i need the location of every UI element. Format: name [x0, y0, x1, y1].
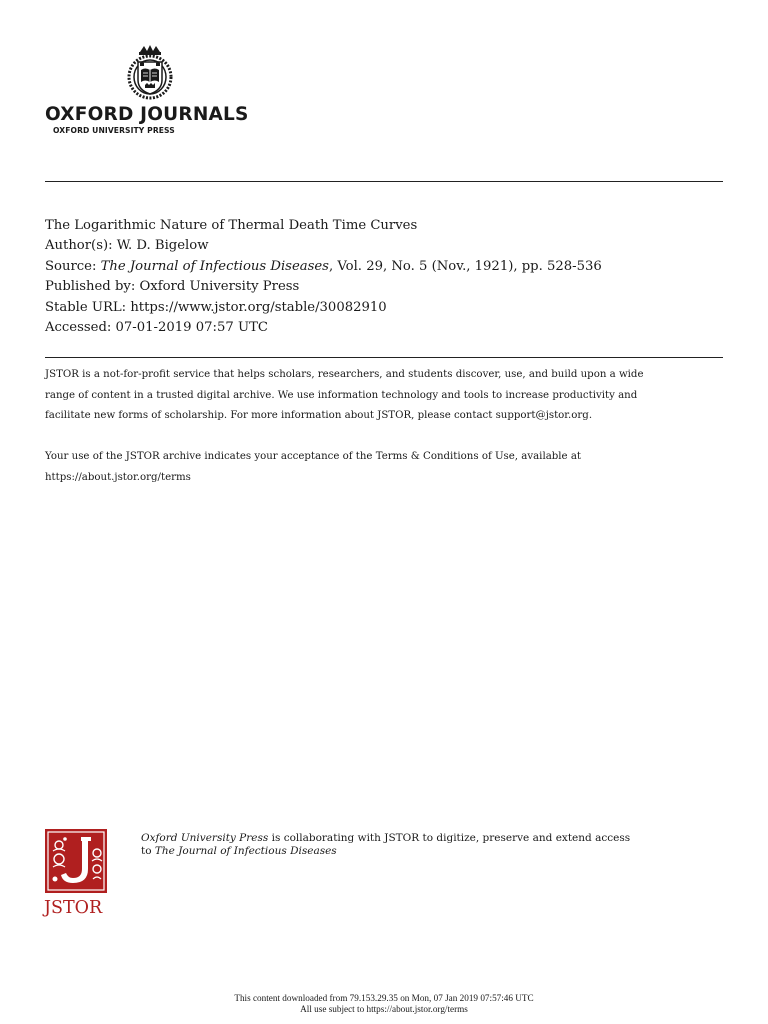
- terms-line: Your use of the JSTOR archive indicates your acceptance of the Terms & Conditions of Use, available at: [45, 451, 581, 462]
- collaboration-statement: [141, 832, 741, 858]
- terms-notice: [45, 447, 725, 488]
- article-metadata: [45, 216, 602, 338]
- jstor-logo-icon: [45, 829, 107, 893]
- collaboration-line: [141, 845, 741, 858]
- divider-middle: [45, 357, 723, 358]
- source-journal[interactable]: The Journal of Infectious Diseases: [100, 258, 329, 274]
- stable-url-label: Stable URL:: [45, 299, 127, 315]
- author-name: W. D. Bigelow: [116, 238, 209, 254]
- publisher-logo-title: OXFORD JOURNALS: [45, 104, 249, 125]
- author-label: Author(s):: [45, 238, 113, 254]
- article-title: The Logarithmic Nature of Thermal Death Time Curves: [45, 218, 418, 233]
- terms-link[interactable]: https://about.jstor.org/terms: [45, 471, 191, 483]
- publisher-logo-subtitle: OXFORD UNIVERSITY PRESS: [53, 126, 175, 135]
- oxford-crest-icon: [126, 44, 174, 100]
- publisher-line: [45, 277, 602, 297]
- source-label: Source:: [45, 258, 97, 274]
- publisher-name: Oxford University Press: [139, 279, 300, 295]
- collaboration-journal[interactable]: The Journal of Infectious Diseases: [154, 845, 337, 858]
- accessed-label: Accessed:: [45, 320, 112, 336]
- download-footer: [0, 993, 768, 1015]
- source-line: [45, 257, 602, 277]
- collaboration-publisher: Oxford University Press: [141, 832, 269, 844]
- stable-url-line: [45, 298, 602, 318]
- publisher-label: Published by:: [45, 279, 136, 295]
- source-details: , Vol. 29, No. 5 (Nov., 1921), pp. 528-536: [328, 258, 602, 274]
- author-line: [45, 236, 602, 256]
- notice-line: JSTOR is a not-for-profit service that helps scholars, researchers, and students discover, use, and build upon a wide: [45, 369, 644, 380]
- collaboration-to: to: [141, 845, 155, 858]
- accessed-date: 07-01-2019 07:57 UTC: [115, 320, 268, 336]
- footer-line-download: This content downloaded from 79.153.29.35 on Mon, 07 Jan 2019 07:57:46 UTC: [234, 993, 534, 1003]
- footer-line-terms: All use subject to https://about.jstor.org/terms: [300, 1004, 468, 1014]
- accessed-line: [45, 318, 602, 338]
- stable-url-link[interactable]: https://www.jstor.org/stable/30082910: [130, 299, 387, 315]
- collaboration-line: [141, 832, 741, 845]
- notice-line: facilitate new forms of scholarship. For more information about JSTOR, please contact support@jstor.org.: [45, 410, 593, 422]
- divider-top: [45, 181, 723, 182]
- collaboration-text: is collaborating with JSTOR to digitize, preserve and extend access: [268, 832, 631, 844]
- jstor-notice: [45, 365, 725, 427]
- notice-line: range of content in a trusted digital archive. We use information technology and tools to increase productivity and: [45, 389, 638, 401]
- jstor-logo-text: JSTOR: [44, 898, 103, 918]
